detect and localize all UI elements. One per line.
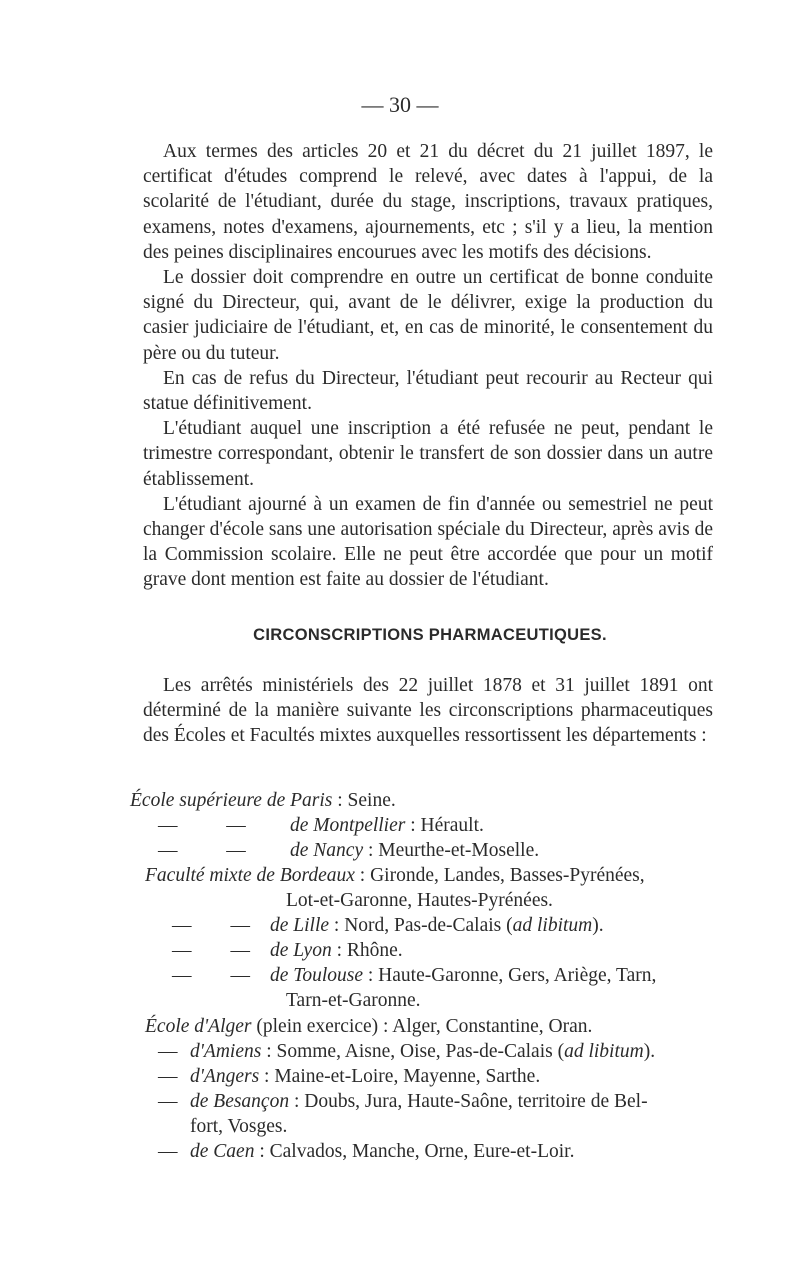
departments: fort, Vosges. [190, 1116, 288, 1137]
circumscription-entry [145, 863, 645, 888]
departments: Tarn-et-Garonne. [286, 990, 421, 1011]
paragraph: Aux termes des articles 20 et 21 du décret du 21 juillet 1897, le certificat d'études comprend le relevé, avec dates à l'appui, de la scolarité de l'étudiant, durée du stage, inscriptions, travaux pratiques, examens, notes d'examens, ajournements, etc ; s'il y a lieu, la mention des peines disciplinaires encourues avec les motifs des décisions. [143, 141, 713, 263]
school-name: de Toulouse [270, 965, 363, 986]
paragraph: L'étudiant ajourné à un examen de fin d'année ou semestriel ne peut changer d'école sans une autorisation spéciale du Directeur, après avis de la Commission scolaire. Elle ne peut être accordée que pour un motif grave dont mention est faite au dossier de l'étudiant. [143, 493, 713, 591]
school-name: Faculté mixte de Bordeaux [145, 865, 355, 886]
school-name: de Besançon [190, 1091, 290, 1112]
departments: : Hérault. [405, 815, 484, 836]
circumscription-entry [158, 1039, 655, 1064]
school-name: École supérieure de Paris [130, 790, 333, 811]
departments-tail: ). [592, 915, 604, 936]
departments-tail: ). [643, 1041, 656, 1062]
departments: (plein exercice) : Alger, Constantine, Oran. [251, 1016, 593, 1037]
ditto-dash: — [158, 1091, 178, 1112]
circumscription-entry [158, 1089, 648, 1114]
departments: : Gironde, Landes, Basses-Pyrénées, [354, 865, 645, 886]
school-name: de Caen [190, 1141, 255, 1162]
circumscription-entry [158, 1064, 540, 1089]
departments: : Nord, Pas-de-Calais ( [329, 915, 513, 936]
regulations-text [143, 139, 713, 593]
circumscription-entry [286, 888, 553, 913]
school-name: d'Amiens [190, 1041, 262, 1062]
departments: : Doubs, Jura, Haute-Saône, territoire de Bel- [289, 1091, 648, 1112]
ditto-dash: — — [172, 940, 250, 961]
departments: Lot-et-Garonne, Hautes-Pyrénées. [286, 890, 553, 911]
ditto-dash: — [158, 1041, 178, 1062]
departments: : Rhône. [331, 940, 403, 961]
circumscription-entry [158, 1139, 574, 1164]
circumscription-entry [172, 963, 656, 988]
school-name: de Montpellier [290, 815, 406, 836]
school-name: d'Angers [190, 1066, 260, 1087]
intro-paragraph: Les arrêtés ministériels des 22 juillet 1878 et 31 juillet 1891 ont déterminé de la manière suivante les circonscriptions pharmaceutiques des Écoles et Facultés mixtes auxquelles ressortissent les départements : [143, 675, 713, 747]
paragraph: L'étudiant auquel une inscription a été refusée ne peut, pendant le trimestre correspondant, obtenir le transfert de son dossier dans un autre établissement. [143, 418, 713, 490]
ditto-dash: — — [172, 965, 250, 986]
circumscription-entry [172, 913, 604, 938]
ditto-dash: — — [158, 815, 246, 836]
departments: : Somme, Aisne, Oise, Pas-de-Calais ( [261, 1041, 565, 1062]
ditto-dash: — [158, 1066, 178, 1087]
ad-libitum-note: ad libitum [512, 915, 593, 936]
departments: : Haute-Garonne, Gers, Ariège, Tarn, [363, 965, 657, 986]
ditto-dash: — — [172, 915, 250, 936]
school-name: de Lyon [270, 940, 332, 961]
school-name: École d'Alger [145, 1016, 252, 1037]
intro-text [143, 673, 713, 749]
page-number: — 30 — [361, 92, 439, 117]
circumscription-entry [190, 1114, 287, 1139]
paragraph: En cas de refus du Directeur, l'étudiant peut recourir au Recteur qui statue définitivement. [143, 367, 713, 415]
school-name: de Lille [270, 915, 330, 936]
ditto-dash: — [158, 1141, 178, 1162]
circumscription-entry [130, 788, 396, 813]
departments: : Seine. [332, 790, 396, 811]
school-name: de Nancy [290, 840, 364, 861]
circumscription-entry [158, 813, 484, 838]
ditto-dash: — — [158, 840, 246, 861]
paragraph: Le dossier doit comprendre en outre un certificat de bonne conduite signé du Directeur, qui, avant de le délivrer, exige la production du casier judiciaire de l'étudiant, et, en cas de minorité, le consentement du père ou du tuteur. [143, 267, 713, 364]
departments: : Meurthe-et-Moselle. [363, 840, 540, 861]
circumscription-entry [286, 988, 421, 1013]
circumscription-entry [145, 1014, 592, 1039]
circumscription-entry [158, 838, 539, 863]
section-heading: CIRCONSCRIPTIONS PHARMACEUTIQUES. [253, 626, 607, 644]
departments: : Calvados, Manche, Orne, Eure-et-Loir. [254, 1141, 575, 1162]
ad-libitum-note: ad libitum [564, 1041, 644, 1062]
circumscription-entry [172, 938, 403, 963]
departments: : Maine-et-Loire, Mayenne, Sarthe. [259, 1066, 541, 1087]
